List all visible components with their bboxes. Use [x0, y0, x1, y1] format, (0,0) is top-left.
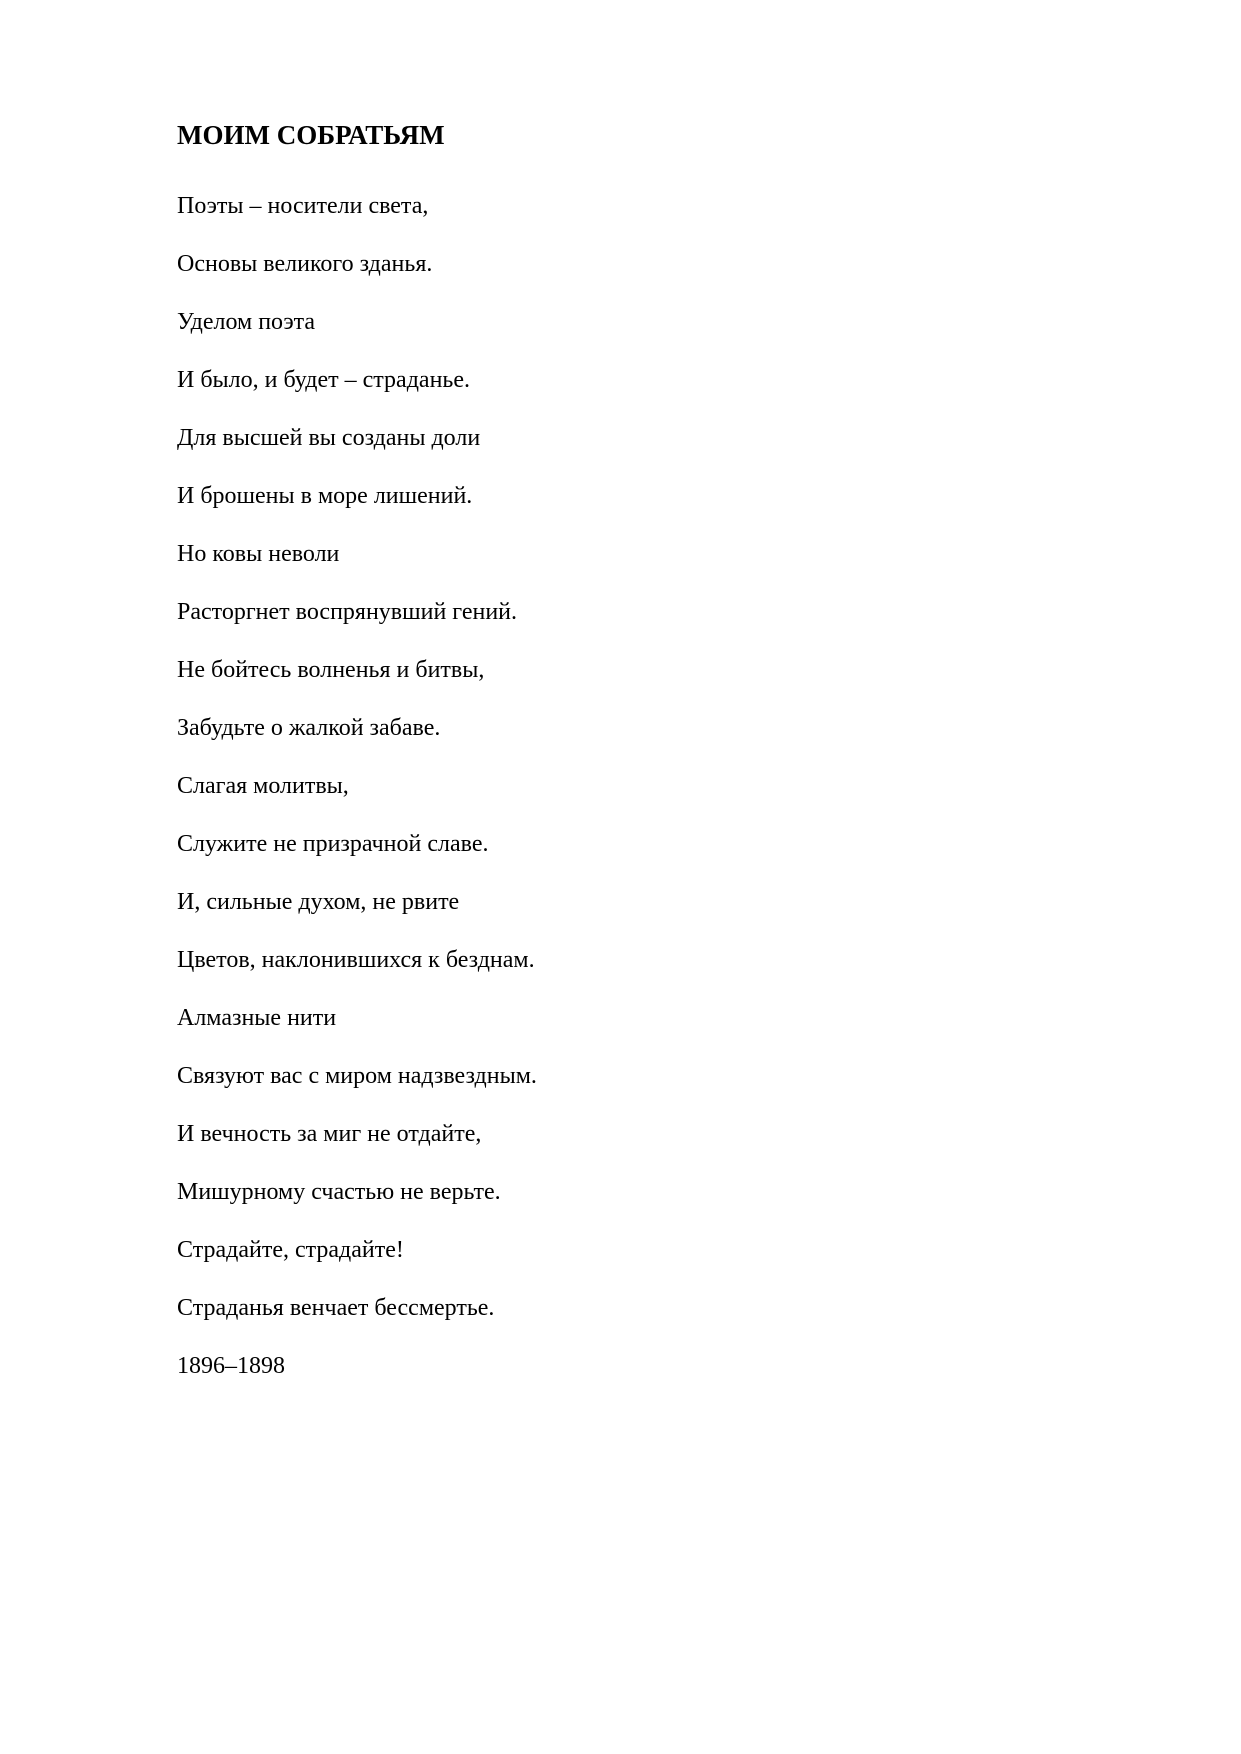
verse-line: Для высшей вы созданы доли: [177, 425, 481, 451]
verse-line: Цветов, наклонившихся к безднам.: [177, 947, 535, 973]
verse-list: [177, 177, 537, 1337]
verse-line: И было, и будет – страданье.: [177, 367, 471, 393]
verse-line: Страдайте, страдайте!: [177, 1237, 404, 1263]
poem-title: МОИМ СОБРАТЬЯМ: [177, 120, 445, 150]
verse-line: И, сильные духом, не рвите: [177, 889, 460, 915]
verse-line: Не бойтесь волненья и битвы,: [177, 657, 485, 683]
verse-line: Основы великого зданья.: [177, 251, 433, 277]
verse-line: Но ковы неволи: [177, 541, 340, 567]
verse-line: Связуют вас с миром надзвездным.: [177, 1063, 537, 1089]
verse-line: И брошены в море лишений.: [177, 483, 473, 509]
poem-body: [177, 111, 1077, 1379]
verse-line: Страданья венчает бессмертье.: [177, 1295, 495, 1321]
verse-line: Алмазные нити: [177, 1005, 337, 1031]
verse-line: Уделом поэта: [177, 309, 316, 335]
verse-line: Мишурному счастью не верьте.: [177, 1179, 501, 1205]
verse-line: Забудьте о жалкой забаве.: [177, 715, 441, 741]
verse-line: Слагая молитвы,: [177, 773, 349, 799]
verse-line: Служите не призрачной славе.: [177, 831, 489, 857]
poem-date: 1896–1898: [177, 1353, 285, 1379]
verse-line: Поэты – носители света,: [177, 193, 429, 219]
verse-line: Расторгнет воспрянувший гений.: [177, 599, 518, 625]
verse-line: И вечность за миг не отдайте,: [177, 1121, 482, 1147]
